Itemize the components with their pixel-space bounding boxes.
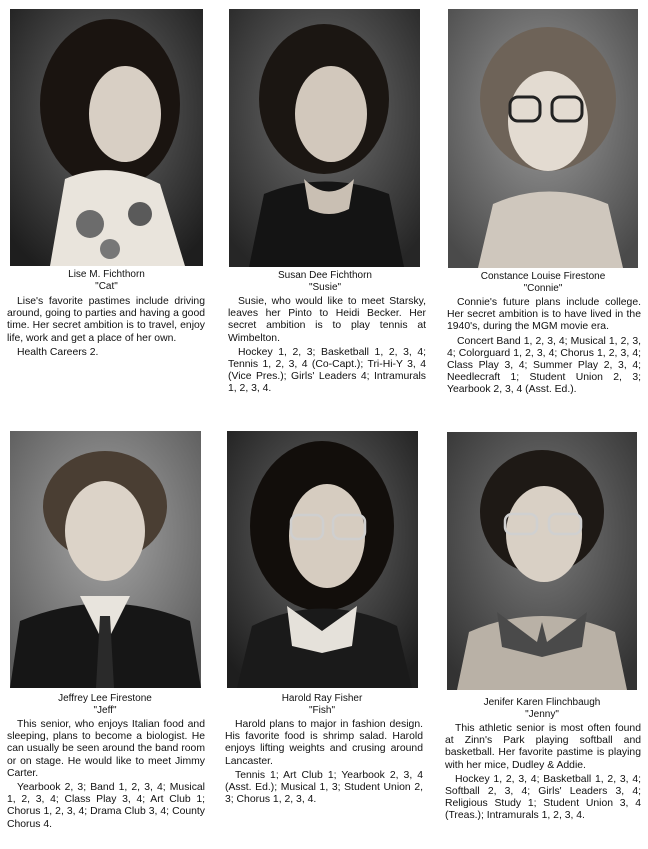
senior-name: Jeffrey Lee Firestone — [58, 693, 152, 704]
senior-activities: Hockey 1, 2, 3, 4; Basketball 1, 2, 3, 4; Softball 2, 3, 4; Girls' Leaders 3, 4; Religious Study 1; Student Union 3, 4 (Treas.); Intramurals 1, 2, 3, 4. — [445, 773, 641, 822]
senior-nickname: "Cat" — [95, 281, 118, 292]
senior-activities: Tennis 1; Art Club 1; Yearbook 2, 3, 4 (Asst. Ed.); Musical 1, 3; Student Union 2, 3; Chorus 1, 2, 3, 4. — [225, 769, 423, 806]
senior-nickname: "Jenny" — [525, 709, 559, 720]
senior-name: Harold Ray Fisher — [281, 693, 363, 704]
senior-portrait-photo — [10, 9, 203, 266]
senior-name: Jenifer Karen Flinchbaugh — [483, 697, 601, 708]
senior-name: Susan Dee Fichthorn — [278, 270, 372, 281]
senior-bio-block — [7, 296, 205, 359]
senior-bio: Lise's favorite pastimes include driving around, going to parties and having a good time. Her secret ambition is to travel, enjoy life, work and get a place of her own. — [7, 296, 205, 344]
senior-bio-block — [447, 297, 641, 397]
senior-activities: Health Careers 2. — [17, 346, 99, 358]
senior-bio-block — [7, 719, 205, 831]
senior-bio: Harold plans to major in fashion design. His favorite food is shrimp salad. Harold enjoys lifting weights and crusing around Lancaster. — [225, 719, 423, 767]
senior-nickname: "Susie" — [308, 282, 342, 293]
senior-bio-block — [228, 296, 426, 396]
senior-name: Lise M. Fichthorn — [68, 269, 145, 280]
senior-nickname: "Connie" — [523, 283, 563, 294]
senior-bio: Connie's future plans include college. Her secret ambition is to have lived in the 1940's, during the MGM movie era. — [447, 297, 641, 333]
senior-portrait-photo — [447, 432, 637, 690]
senior-bio-block — [445, 723, 641, 823]
senior-nickname: "Fish" — [309, 705, 335, 716]
senior-bio-block — [225, 719, 423, 806]
senior-portrait-photo — [10, 431, 201, 688]
senior-bio: This senior, who enjoys Italian food and sleeping, plans to become a biologist. He can usually be seen around the band room or on stage. He would like to meet Jimmy Carter. — [7, 719, 205, 779]
senior-activities: Yearbook 2, 3; Band 1, 2, 3, 4; Musical 1, 2, 3, 4; Class Play 3, 4; Art Club 1; Chorus 1, 2, 3, 4; Drama Club 3, 4; County Chorus 4. — [7, 782, 205, 830]
senior-activities: Concert Band 1, 2, 3, 4; Musical 1, 2, 3, 4; Colorguard 1, 2, 3, 4; Chorus 1, 2, 3, 4; Class Play 3, 4; Summer Play 2, 3, 4; Needlecraft 1; Student Union 2, 3; Yearbook 2, 3, 4 (Asst. Ed.). — [447, 335, 641, 396]
senior-portrait-photo — [229, 9, 420, 267]
senior-activities: Hockey 1, 2, 3; Basketball 1, 2, 3, 4; Tennis 1, 2, 3, 4 (Co-Capt.); Tri-Hi-Y 3, 4 (Vice Pres.); Girls' Leaders 4; Intramurals 1, 2, 3, 4. — [228, 346, 426, 395]
senior-portrait-photo — [448, 9, 638, 268]
senior-portrait-photo — [227, 431, 418, 688]
senior-nickname: "Jeff" — [93, 705, 117, 716]
senior-name: Constance Louise Firestone — [480, 271, 606, 282]
senior-bio: Susie, who would like to meet Starsky, leaves her Pinto to Heidi Becker. Her secret ambition is to play tennis at Wimbelton. — [228, 296, 426, 344]
senior-bio: This athletic senior is most often found at Zinn's Park playing softball and basketball. Her favorite pastime is playing with her mice, Dudley & Addie. — [445, 723, 641, 771]
